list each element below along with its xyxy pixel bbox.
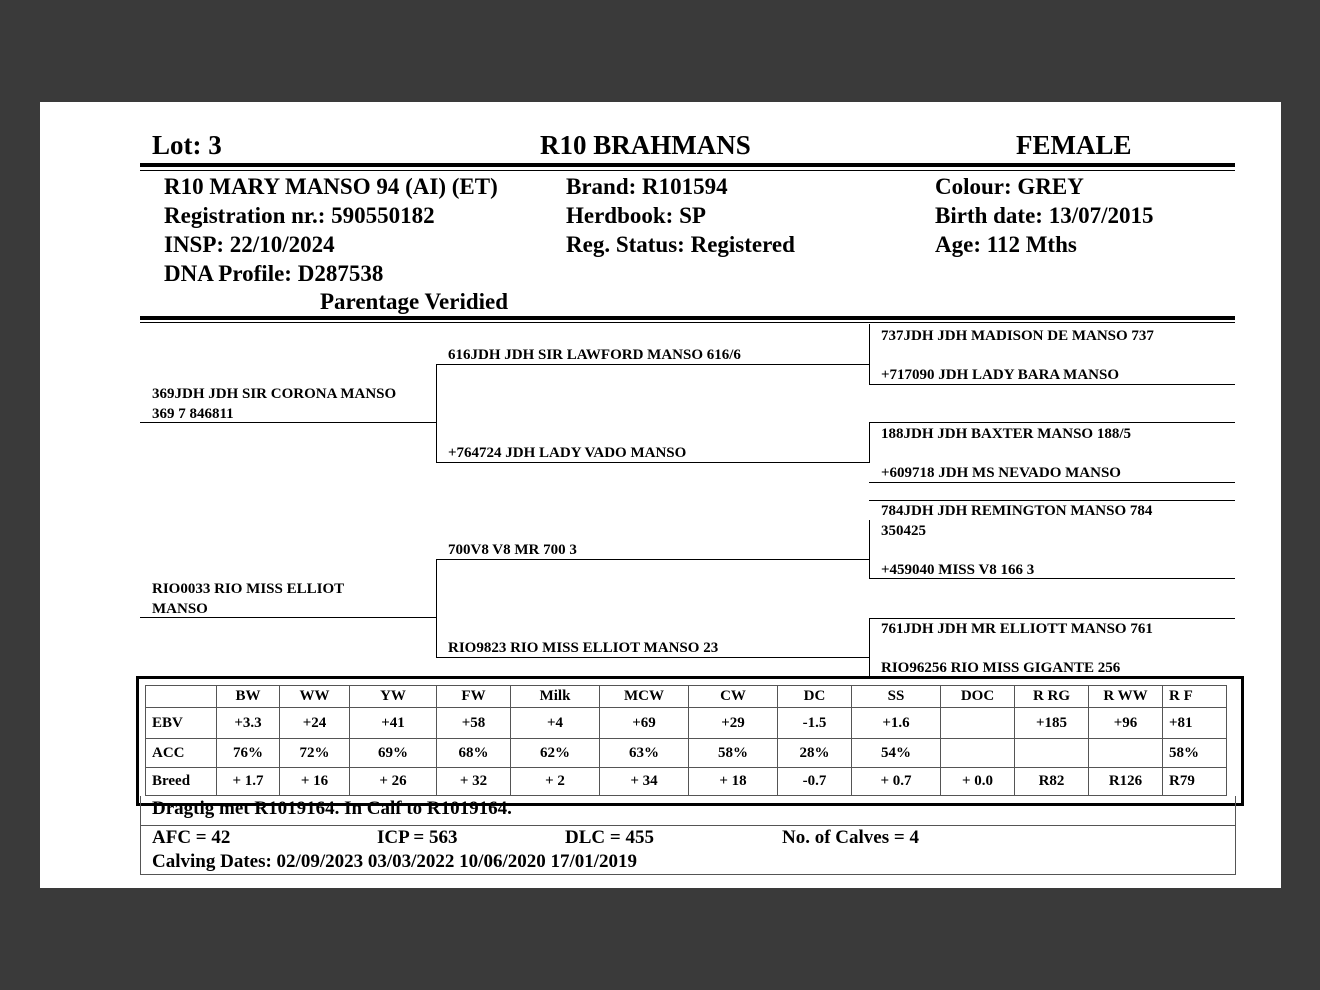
herdbook: Herdbook: SP	[566, 203, 706, 228]
pregnancy-box	[140, 796, 1236, 826]
colour: Colour: GREY	[935, 174, 1084, 199]
pedigree-sire: 369JDH JDH SIR CORONA MANSO 369 7 846811	[152, 386, 397, 422]
ebv-table-frame	[136, 676, 1244, 806]
pedigree-dsd: +459040 MISS V8 166 3	[881, 562, 1035, 578]
ebv-row-ebv: EBV +3.3 +24 +41 +58 +4 +69 +29 -1.5 +1.6 +185 +96 +81	[146, 708, 1227, 739]
dlc-value: DLC = 455	[565, 827, 654, 848]
info-rule	[140, 316, 1235, 320]
pedigree-dam-sire: 700V8 V8 MR 700 3	[448, 542, 577, 558]
afc-value: AFC = 42	[152, 827, 231, 848]
pedigree-ddd: RIO96256 RIO MISS GIGANTE 256	[881, 660, 1121, 676]
calving-box	[140, 826, 1236, 875]
parentage-status: Parentage Veridied	[320, 289, 509, 314]
age: Age: 112 Mths	[935, 232, 1077, 257]
animal-name: R10 MARY MANSO 94 (AI) (ET)	[164, 174, 498, 199]
registration-number: Registration nr.: 590550182	[164, 203, 435, 228]
header-rule	[140, 163, 1235, 167]
lot-number: Lot: 3	[152, 130, 222, 160]
dna-profile: DNA Profile: D287538	[164, 261, 384, 286]
pedigree-sds: 188JDH JDH BAXTER MANSO 188/5	[881, 426, 1132, 442]
calves-count: No. of Calves = 4	[782, 827, 919, 848]
animal-card	[40, 102, 1281, 888]
inspection-date: INSP: 22/10/2024	[164, 232, 335, 257]
pedigree-sire-dam: +764724 JDH LADY VADO MANSO	[448, 445, 687, 461]
breeder-name: R10 BRAHMANS	[540, 130, 751, 160]
icp-value: ICP = 563	[377, 827, 458, 848]
pedigree-dds: 761JDH JDH MR ELLIOTT MANSO 761	[881, 621, 1153, 637]
ebv-row-breed: Breed + 1.7 + 16 + 26 + 32 + 2 + 34 + 18 -0.7 + 0.7 + 0.0 R82 R126 R79	[146, 768, 1227, 796]
pedigree-sss: 737JDH JDH MADISON DE MANSO 737	[881, 328, 1154, 344]
ebv-header-row: BW WW YW FW Milk MCW CW DC SS DOC R RG R WW R F	[146, 686, 1227, 708]
pregnancy-note: Dragtig met R1019164. In Calf to R1019164.	[152, 798, 512, 819]
sex-label: FEMALE	[1016, 130, 1132, 160]
pedigree-dss: 784JDH JDH REMINGTON MANSO 784 350425	[881, 503, 1153, 539]
pedigree-ssd: +717090 JDH LADY BARA MANSO	[881, 367, 1120, 383]
ebv-table	[145, 685, 1227, 796]
brand: Brand: R101594	[566, 174, 728, 199]
registration-status: Reg. Status: Registered	[566, 232, 795, 257]
pedigree-sire-sire: 616JDH JDH SIR LAWFORD MANSO 616/6	[448, 347, 741, 363]
ebv-row-acc: ACC 76% 72% 69% 68% 62% 63% 58% 28% 54% 58%	[146, 739, 1227, 768]
pedigree-dam: RIO0033 RIO MISS ELLIOT MANSO	[152, 581, 345, 617]
pedigree-sdd: +609718 JDH MS NEVADO MANSO	[881, 465, 1121, 481]
birth-date: Birth date: 13/07/2015	[935, 203, 1154, 228]
pedigree-dam-dam: RIO9823 RIO MISS ELLIOT MANSO 23	[448, 640, 719, 656]
info-rule-thin	[140, 322, 1235, 323]
header-rule-thin	[140, 170, 1235, 171]
calving-dates: Calving Dates: 02/09/2023 03/03/2022 10/06/2020 17/01/2019	[152, 851, 638, 872]
